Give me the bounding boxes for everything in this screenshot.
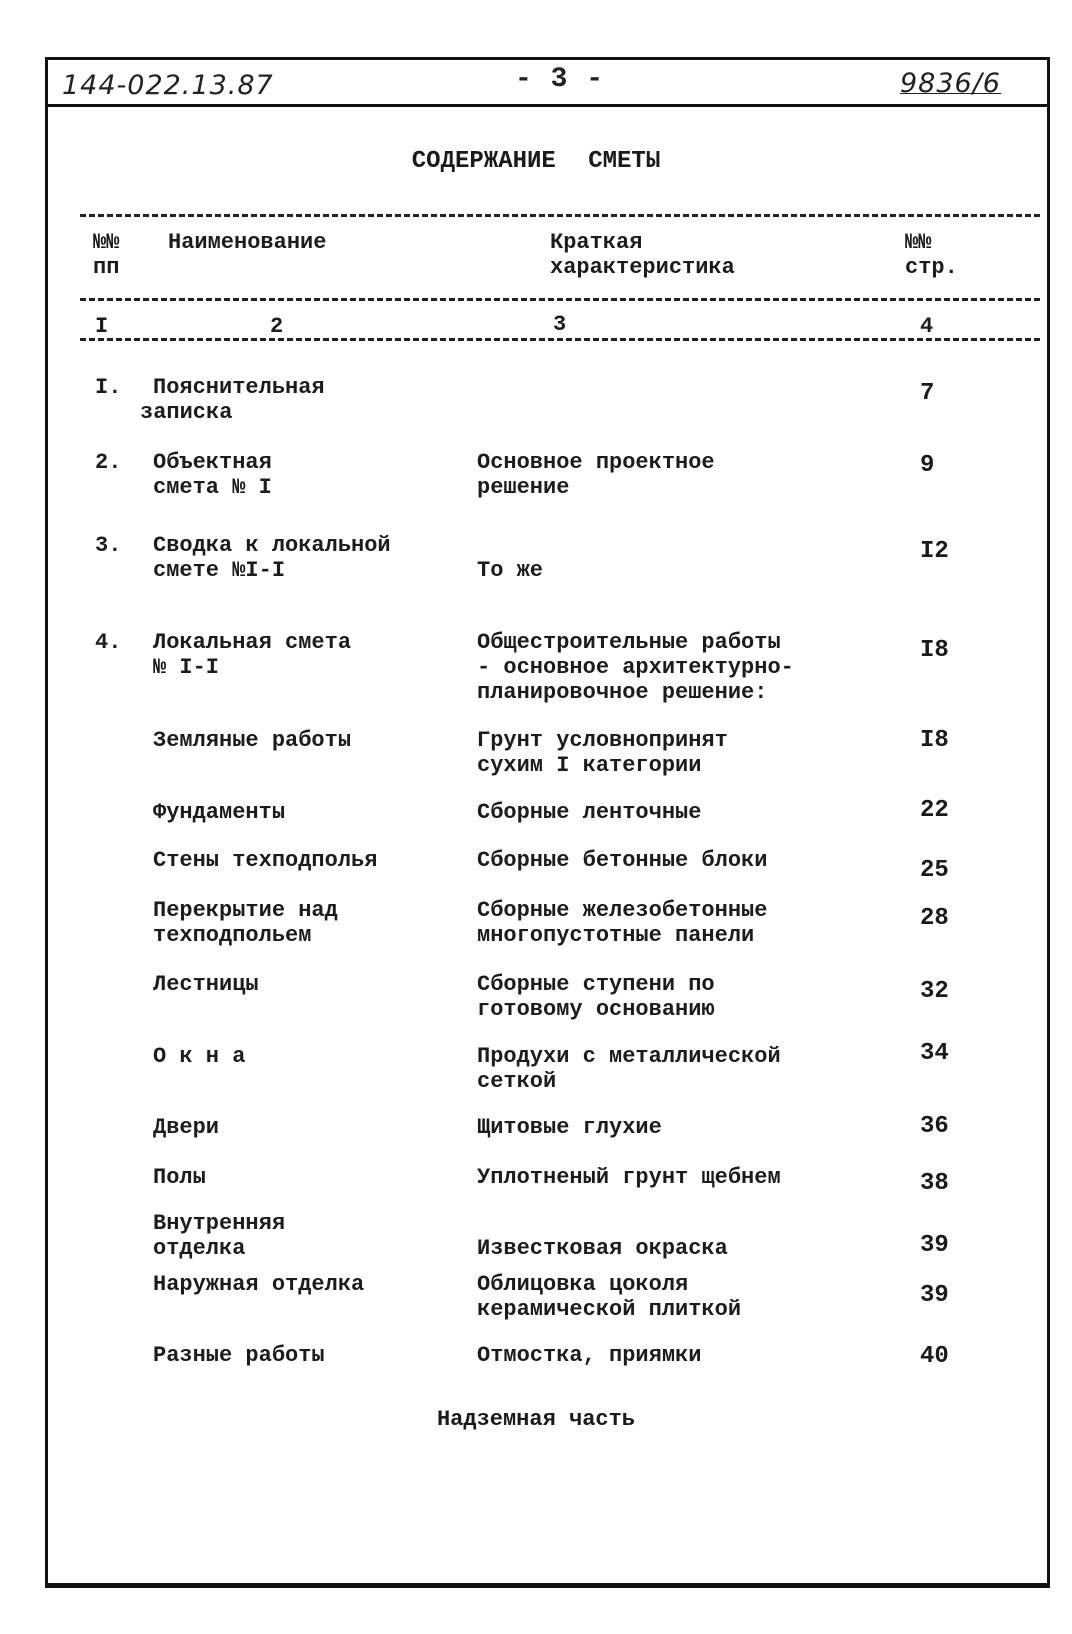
row-name: Стены техподполья xyxy=(153,848,378,873)
row-description: Грунт условнопринят сухим I категории xyxy=(477,728,728,778)
row-page: 22 xyxy=(920,797,949,824)
page-number: - 3 - xyxy=(515,64,605,95)
row-page: 32 xyxy=(920,978,949,1005)
row-name: Локальная смета № I-I xyxy=(153,630,352,680)
row-page: 7 xyxy=(920,380,935,407)
col-header-page: №№ стр. xyxy=(905,230,958,280)
row-number: 3. xyxy=(95,533,122,558)
section-footer: Надземная часть xyxy=(436,1407,636,1432)
row-name: Пояснительная записка xyxy=(140,375,325,425)
header-divider xyxy=(45,104,1050,107)
row-description: Известковая окраска xyxy=(477,1236,728,1261)
row-name: Фундаменты xyxy=(153,800,286,825)
col-header-no: №№ пп xyxy=(93,230,120,280)
page-title: СОДЕРЖАНИЕ СМЕТЫ xyxy=(411,148,661,175)
row-description: Облицовка цоколя керамической плиткой xyxy=(477,1272,742,1322)
dashed-divider xyxy=(80,214,1040,217)
row-name: Двери xyxy=(153,1115,220,1140)
row-name: Земляные работы xyxy=(153,728,352,753)
row-description: Продухи с металлической сеткой xyxy=(477,1044,781,1094)
row-description: Основное проектное решение xyxy=(477,450,715,500)
row-description: Щитовые глухие xyxy=(477,1115,662,1140)
col-header-name: Наименование xyxy=(168,230,327,255)
row-name: Объектная смета № I xyxy=(153,450,272,500)
row-page: 34 xyxy=(920,1040,949,1067)
row-name: Разные работы xyxy=(153,1343,325,1368)
col-number-2: 2 xyxy=(270,314,284,339)
row-description: Отмостка, приямки xyxy=(477,1343,702,1368)
row-description: Общестроительные работы - основное архитектурно- планировочное решение: xyxy=(477,630,794,705)
row-description: То же xyxy=(477,558,544,583)
col-number-1: I xyxy=(95,314,109,339)
row-number: 2. xyxy=(95,450,122,475)
row-description: Сборные ленточные xyxy=(477,800,702,825)
row-name: Наружная отделка xyxy=(153,1272,365,1297)
document-code: 144-022.13.87 xyxy=(62,70,274,101)
row-page: 36 xyxy=(920,1113,949,1140)
row-page: 38 xyxy=(920,1170,949,1197)
row-name: Полы xyxy=(153,1165,206,1190)
col-number-4: 4 xyxy=(920,314,934,339)
row-description: Сборные железобетонные многопустотные панели xyxy=(477,898,768,948)
row-page: 9 xyxy=(920,452,935,479)
col-number-3: 3 xyxy=(553,312,567,337)
row-page: I2 xyxy=(920,538,949,565)
row-page: 39 xyxy=(920,1282,949,1309)
dashed-divider xyxy=(80,338,1040,341)
col-header-description: Краткая характеристика xyxy=(550,230,735,280)
row-description: Сборные ступени по готовому основанию xyxy=(477,972,715,1022)
row-number: 4. xyxy=(95,630,122,655)
document-number: 9836/6 xyxy=(900,68,1001,99)
row-page: 25 xyxy=(920,857,949,884)
row-page: I8 xyxy=(920,637,949,664)
row-description: Уплотненый грунт щебнем xyxy=(477,1165,781,1190)
row-description: Сборные бетонные блоки xyxy=(477,848,768,873)
row-name: Перекрытие над техподпольем xyxy=(153,898,338,948)
row-name: Лестницы xyxy=(153,972,259,997)
row-name: О к н а xyxy=(153,1044,246,1069)
row-page: 40 xyxy=(920,1343,949,1370)
row-page: 39 xyxy=(920,1232,949,1259)
row-number: I. xyxy=(95,375,122,400)
row-page: 28 xyxy=(920,905,949,932)
dashed-divider xyxy=(80,298,1040,301)
row-page: I8 xyxy=(920,727,949,754)
row-name: Внутренняя отделка xyxy=(153,1211,286,1261)
row-name: Сводка к локальной смете №I-I xyxy=(153,533,391,583)
